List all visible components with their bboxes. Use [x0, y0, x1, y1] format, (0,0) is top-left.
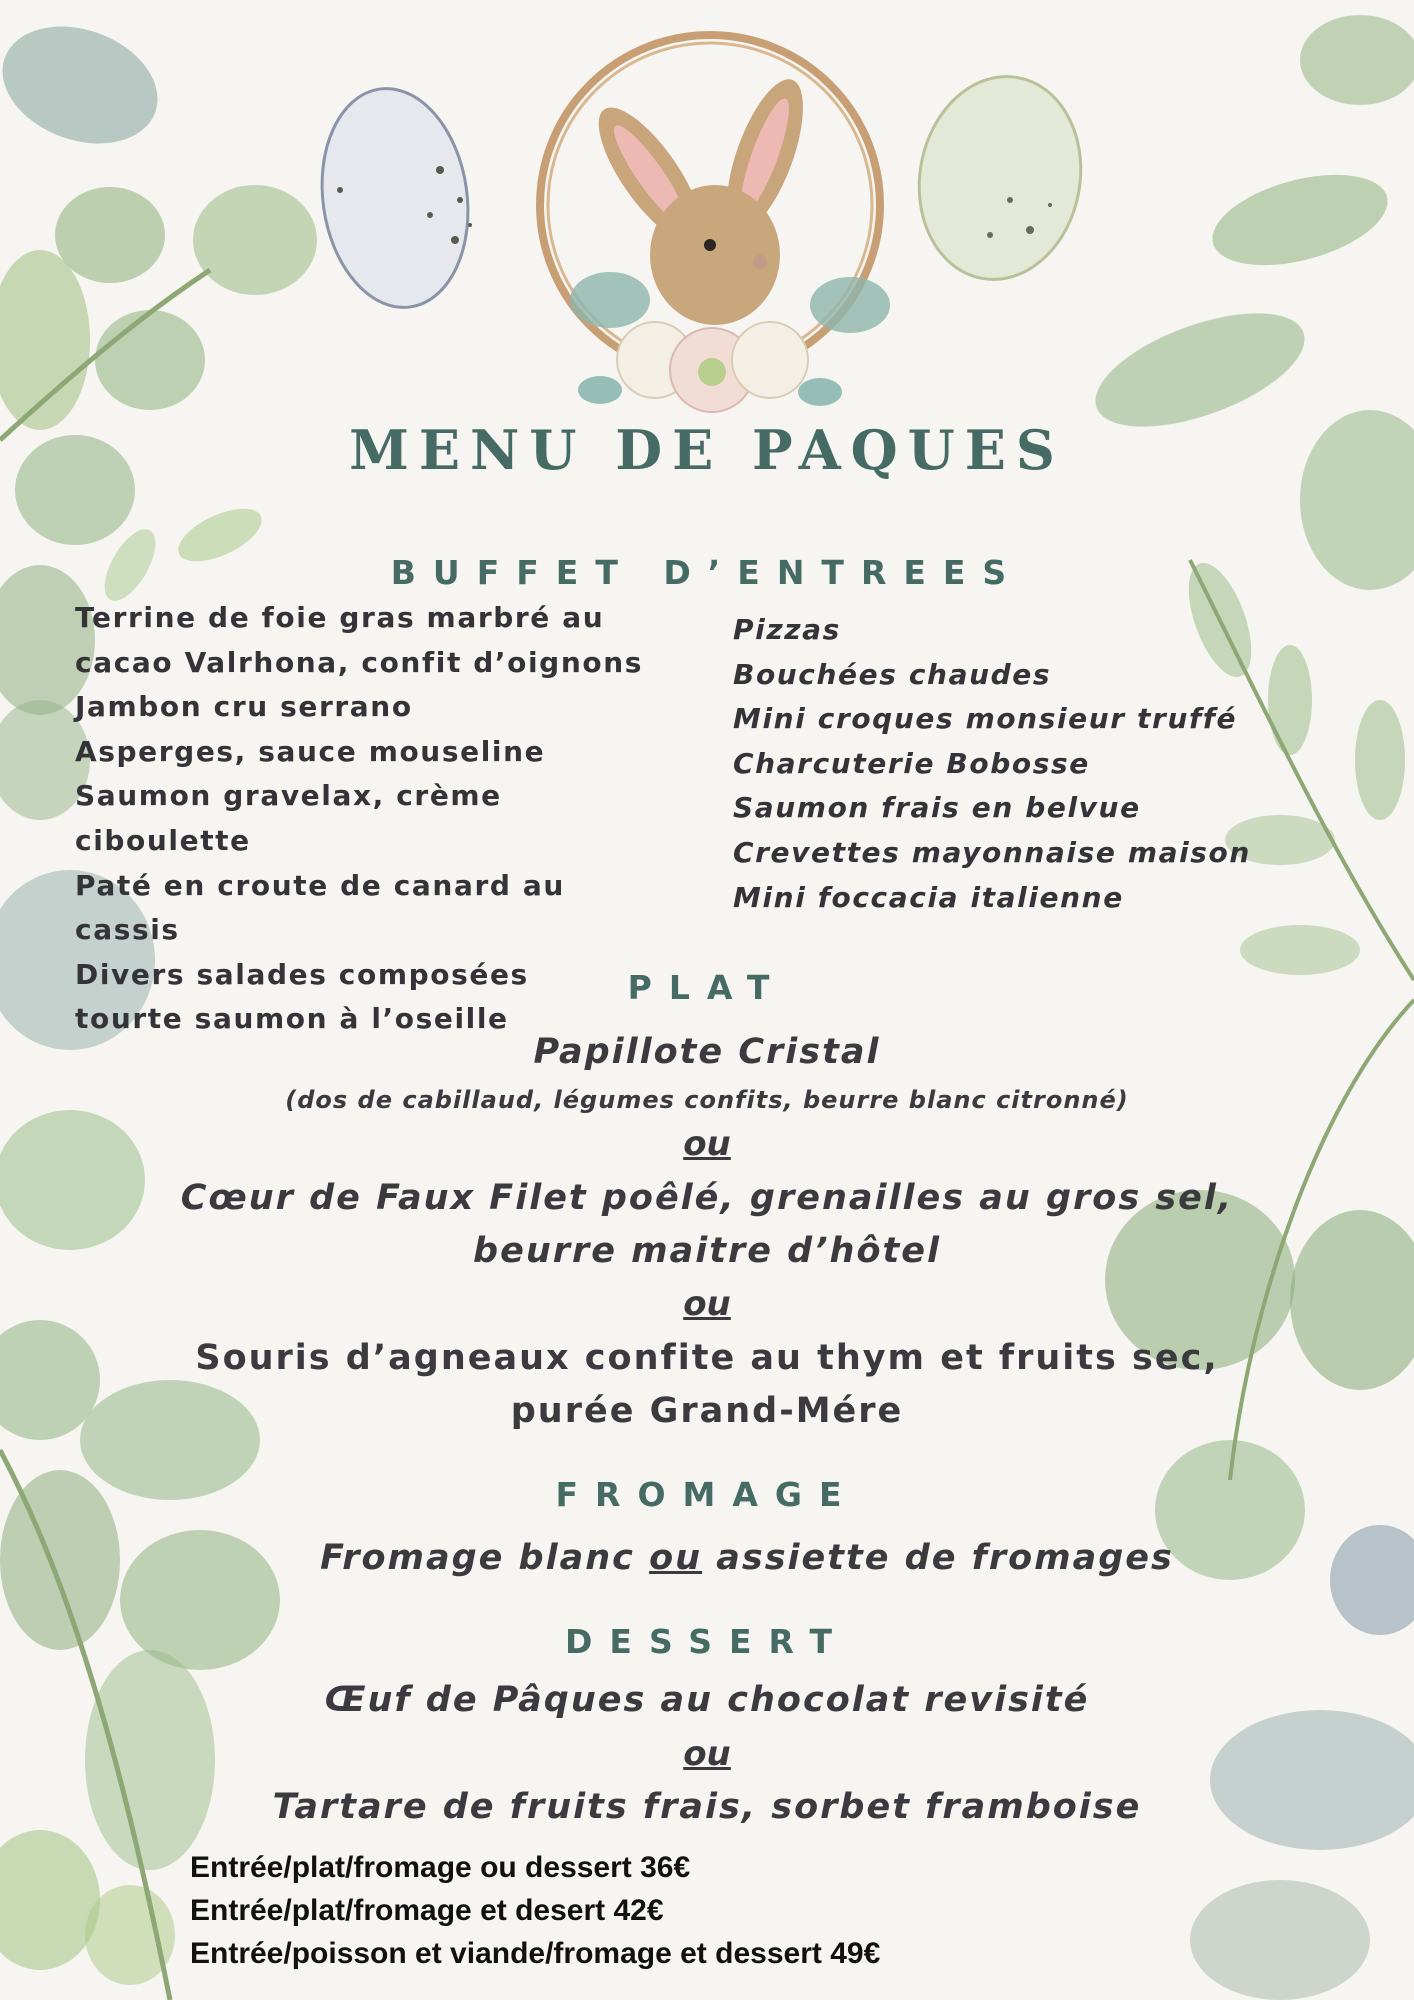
or-separator: ou: [683, 1734, 731, 1774]
dessert-dish-2: Tartare de fruits frais, sorbet framboise: [272, 1787, 1142, 1827]
or-separator: ou: [683, 1124, 731, 1164]
list-item: Bouchées chaudes: [733, 657, 1052, 691]
list-item: Crevettes mayonnaise maison: [733, 835, 1251, 869]
list-item: Pizzas: [733, 613, 841, 646]
list-item: Terrine de foie gras marbré au: [75, 601, 605, 634]
price-item: Entrée/plat/fromage ou dessert 36€: [190, 1851, 691, 1884]
list-item: Mini foccacia italienne: [733, 880, 1124, 914]
list-item: ciboulette: [75, 823, 251, 857]
dessert-dish-1: Œuf de Pâques au chocolat revisité: [324, 1680, 1090, 1720]
fromage-option-2: assiette de fromages: [716, 1538, 1174, 1578]
price-list: [190, 1846, 1090, 1975]
or-separator: ou: [683, 1284, 731, 1324]
speckled-egg-right-icon: [904, 64, 1097, 293]
list-item: Mini croques monsieur truffé: [733, 702, 1238, 736]
plat-dish-2-line1: Cœur de Faux Filet poêlé, grenailles au gros sel,: [180, 1178, 1234, 1218]
fromage-line: [0, 1538, 1414, 1578]
plat-dish-2-line2: beurre maitre d’hôtel: [473, 1231, 941, 1271]
section-heading-dessert: DESSERT: [565, 1622, 849, 1661]
or-separator: ou: [649, 1538, 703, 1578]
plat-dish-1-note: (dos de cabillaud, légumes confits, beurre blanc citronné): [285, 1086, 1129, 1114]
bunny-in-wreath-icon: [540, 35, 890, 412]
plat-dish-3-line1: Souris d’agneaux confite au thym et fruits sec,: [195, 1338, 1219, 1378]
list-item: Paté en croute de canard au: [75, 868, 565, 902]
list-item: Charcuterie Bobosse: [733, 746, 1090, 780]
page-title: MENU DE PAQUES: [349, 418, 1065, 482]
plat-dish-1: Papillote Cristal: [533, 1032, 881, 1072]
speckled-egg-left-icon: [308, 79, 481, 317]
list-item: Saumon frais en belvue: [733, 791, 1141, 825]
price-item: Entrée/poisson et viande/fromage et dessert 49€: [190, 1937, 881, 1970]
list-item: cacao Valrhona, confit d’oignons: [75, 645, 643, 679]
fromage-option-1: Fromage blanc: [320, 1538, 635, 1578]
entrees-right-list: [733, 608, 1333, 920]
section-heading-plat: PLAT: [627, 968, 787, 1007]
section-heading-entrees: BUFFET D’ENTREES: [390, 553, 1024, 592]
list-item: cassis: [75, 913, 180, 947]
list-item: Saumon gravelax, crème: [75, 779, 502, 813]
section-heading-fromage: FROMAGE: [555, 1475, 859, 1514]
list-item: Asperges, sauce mouseline: [75, 734, 546, 768]
list-item: tourte saumon à l’oseille: [75, 1002, 509, 1036]
price-item: Entrée/plat/fromage et desert 42€: [190, 1894, 664, 1927]
list-item: Divers salades composées: [75, 957, 529, 991]
list-item: Jambon cru serrano: [75, 690, 413, 724]
plat-dish-3-line2: purée Grand-Mére: [510, 1391, 904, 1431]
